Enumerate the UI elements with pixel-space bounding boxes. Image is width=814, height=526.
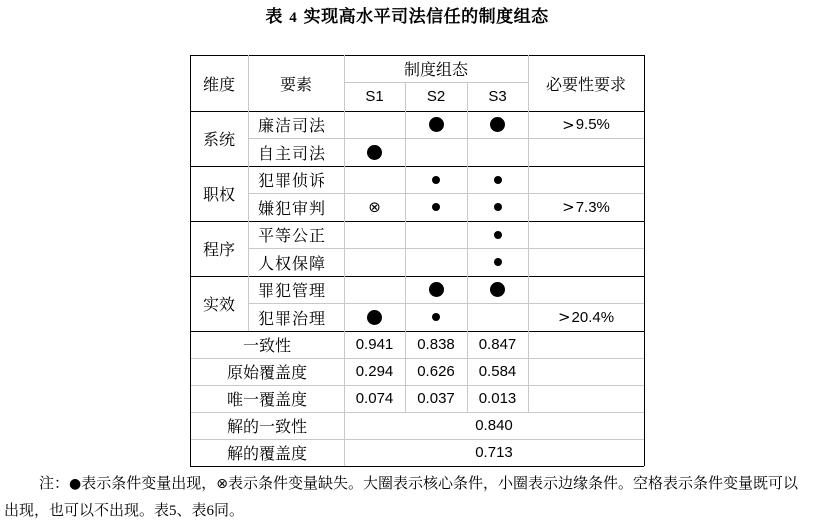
peripheral-condition-dot — [467, 166, 528, 193]
element-label: 平等公正 — [258, 226, 327, 245]
peripheral-condition-dot — [405, 193, 467, 221]
stat-value: 0.941 — [355, 336, 394, 353]
large-circle-icon — [367, 310, 382, 325]
dimension-authority: 职权 — [202, 185, 235, 204]
header-s1: S1 — [365, 88, 384, 105]
requirement-value — [528, 303, 644, 331]
note-table5-number: 5 — [169, 503, 177, 519]
note-table6-number: 6 — [206, 503, 215, 519]
solution-coverage-value: 0.713 — [475, 444, 513, 461]
header-dimension: 维度 — [202, 74, 235, 94]
stat-value: 0.584 — [478, 363, 517, 380]
requirement-percent: 9.5% — [575, 116, 610, 133]
large-circle-icon — [429, 117, 444, 132]
small-circle-icon — [432, 313, 440, 321]
note-tail: 同。 — [214, 501, 245, 519]
stat-value: 0.013 — [478, 390, 517, 407]
solution-label-coverage: 解的覆盖度 — [226, 444, 307, 463]
note-lead: 注： — [39, 474, 70, 492]
small-circle-icon — [494, 231, 502, 239]
large-circle-icon — [429, 282, 444, 297]
large-circle-icon — [490, 117, 505, 132]
stat-value: 0.847 — [478, 336, 517, 353]
core-condition-dot — [467, 276, 528, 303]
requirement-value — [528, 193, 644, 221]
core-condition-dot — [344, 303, 405, 331]
header-s3: S3 — [488, 88, 507, 105]
absent-condition-icon: ⊗ — [368, 198, 381, 216]
header-element: 要素 — [279, 74, 312, 94]
peripheral-condition-dot — [467, 221, 528, 248]
requirement-value — [528, 111, 644, 138]
requirement-percent: 7.3% — [575, 198, 610, 216]
small-circle-icon — [494, 176, 502, 184]
stat-label-unique-coverage: 唯一覆盖度 — [226, 390, 307, 409]
table-title — [0, 2, 814, 27]
dimension-procedure: 程序 — [202, 240, 235, 259]
element-label: 嫌犯审判 — [258, 198, 327, 218]
stat-label-raw-coverage: 原始覆盖度 — [226, 363, 307, 382]
header-requirement: 必要性要求 — [545, 74, 626, 94]
dimension-system: 系统 — [202, 130, 235, 149]
stat-label-consistency: 一致性 — [242, 336, 291, 355]
element-label: 自主司法 — [258, 143, 327, 163]
absent-circle-icon: ⊗ — [216, 476, 228, 492]
stat-value: 0.074 — [355, 390, 394, 407]
header-configuration: 制度组态 — [403, 60, 468, 79]
title-prefix: 表 — [265, 7, 283, 27]
dimension-effectiveness: 实效 — [202, 295, 235, 314]
element-label: 犯罪侦诉 — [258, 171, 327, 190]
note-absent-text: 表示条件变量缺失。大圈表示核心条件，小圈表示边缘条件。空格表示条件变量既可以出现，也可以不出现。表 — [4, 474, 798, 519]
core-condition-dot — [467, 111, 528, 138]
requirement-percent: 20.4% — [571, 308, 615, 326]
element-label: 罪犯管理 — [258, 281, 327, 300]
large-circle-icon — [367, 145, 382, 160]
present-circle-icon: ● — [69, 476, 82, 492]
small-circle-icon — [432, 176, 440, 184]
element-label: 廉洁司法 — [258, 116, 327, 135]
greater-than-sign: > — [557, 308, 571, 326]
header-s2: S2 — [426, 88, 446, 105]
large-circle-icon — [490, 282, 505, 297]
peripheral-condition-dot — [405, 166, 467, 193]
title-text: 实现高水平司法信任的制度组态 — [303, 7, 549, 27]
small-circle-icon — [494, 203, 502, 211]
solution-consistency-value: 0.840 — [475, 417, 513, 434]
peripheral-condition-dot — [467, 248, 528, 276]
core-condition-dot — [405, 276, 467, 303]
element-label: 犯罪治理 — [258, 308, 327, 328]
title-number: 4 — [289, 10, 298, 26]
core-condition-dot — [405, 111, 467, 138]
element-label: 人权保障 — [258, 253, 327, 273]
greater-than-sign: > — [562, 198, 575, 216]
peripheral-condition-dot — [467, 193, 528, 221]
core-condition-dot — [344, 138, 405, 166]
greater-than-sign: > — [562, 115, 575, 134]
solution-label-consistency: 解的一致性 — [226, 417, 307, 436]
small-circle-icon — [432, 203, 440, 211]
stat-value: 0.294 — [355, 363, 394, 380]
stat-value: 0.626 — [417, 363, 455, 380]
configuration-table — [190, 55, 644, 466]
small-circle-icon — [494, 258, 502, 266]
peripheral-condition-dot — [405, 303, 467, 331]
note-mid: 、表 — [176, 501, 207, 519]
table-note — [4, 470, 810, 524]
note-present-text: 表示条件变量出现， — [81, 474, 217, 492]
stat-value: 0.037 — [417, 390, 455, 407]
stat-value: 0.838 — [417, 336, 455, 353]
